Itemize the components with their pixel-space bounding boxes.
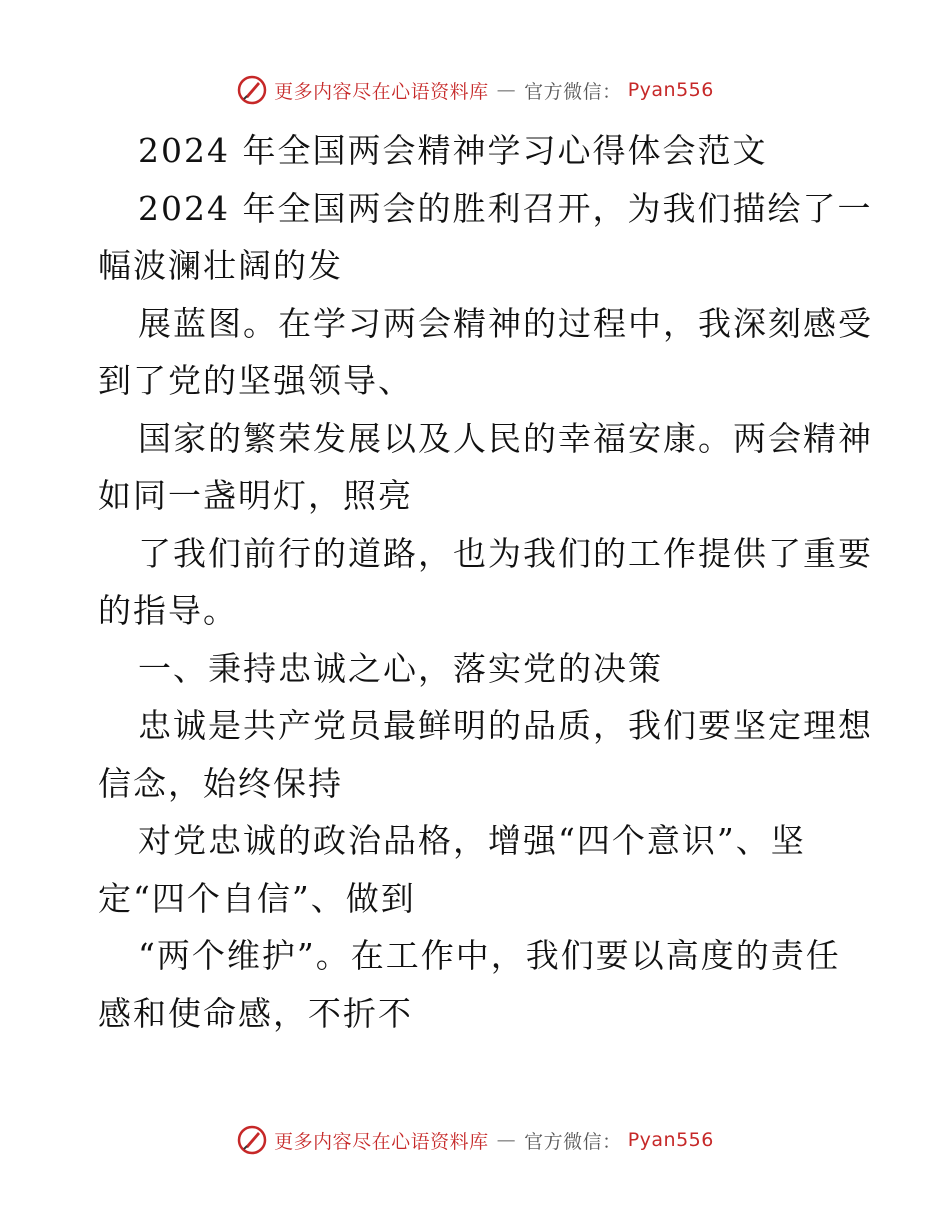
footer-banner <box>0 1120 950 1160</box>
paragraph-line: 展蓝图。在学习两会精神的过程中，我深刻感受 <box>138 303 873 343</box>
paragraph-line: 幅波澜壮阔的发 <box>98 246 343 285</box>
quill-logo-icon <box>236 1124 268 1156</box>
banner-wechat-label: 官方微信： <box>524 80 622 103</box>
paragraph-line: 如同一盏明灯，照亮 <box>98 476 413 515</box>
quill-logo-icon <box>236 74 268 106</box>
paragraph-line: 国家的繁荣发展以及人民的幸福安康。两会精神 <box>138 418 873 458</box>
document-title: 2024 年全国两会精神学习心得体会范文 <box>138 131 768 170</box>
document-body <box>98 122 873 1042</box>
paragraph-line: 2024 年全国两会的胜利召开，为我们描绘了一 <box>138 188 873 228</box>
banner-wechat-id: Pyan556 <box>627 1129 714 1151</box>
header-banner <box>0 70 950 110</box>
paragraph-line: 到了党的坚强领导、 <box>98 361 413 400</box>
paragraph-line: 的指导。 <box>98 591 238 630</box>
paragraph-line: 感和使命感，不折不 <box>98 993 413 1033</box>
paragraph-line: 对党忠诚的政治品格，增强“四个意识”、坚 <box>138 821 806 860</box>
paragraph-line: 信念，始终保持 <box>98 763 343 803</box>
paragraph-line: “两个维护”。在工作中，我们要以高度的责任 <box>138 936 841 975</box>
banner-text: 更多内容尽在心语资料库 <box>274 1130 489 1153</box>
paragraph-line: 了我们前行的道路，也为我们的工作提供了重要 <box>138 533 873 573</box>
paragraph-line: 定“四个自信”、做到 <box>98 878 416 918</box>
banner-dash: — <box>496 1129 517 1151</box>
banner-wechat-id: Pyan556 <box>627 79 714 101</box>
paragraph-line: 忠诚是共产党员最鲜明的品质，我们要坚定理想 <box>138 706 873 745</box>
banner-dash: — <box>496 79 517 101</box>
banner-text: 更多内容尽在心语资料库 <box>274 80 489 103</box>
banner-wechat-label: 官方微信： <box>524 1130 622 1153</box>
section-heading: 一、秉持忠诚之心，落实党的决策 <box>138 648 663 688</box>
